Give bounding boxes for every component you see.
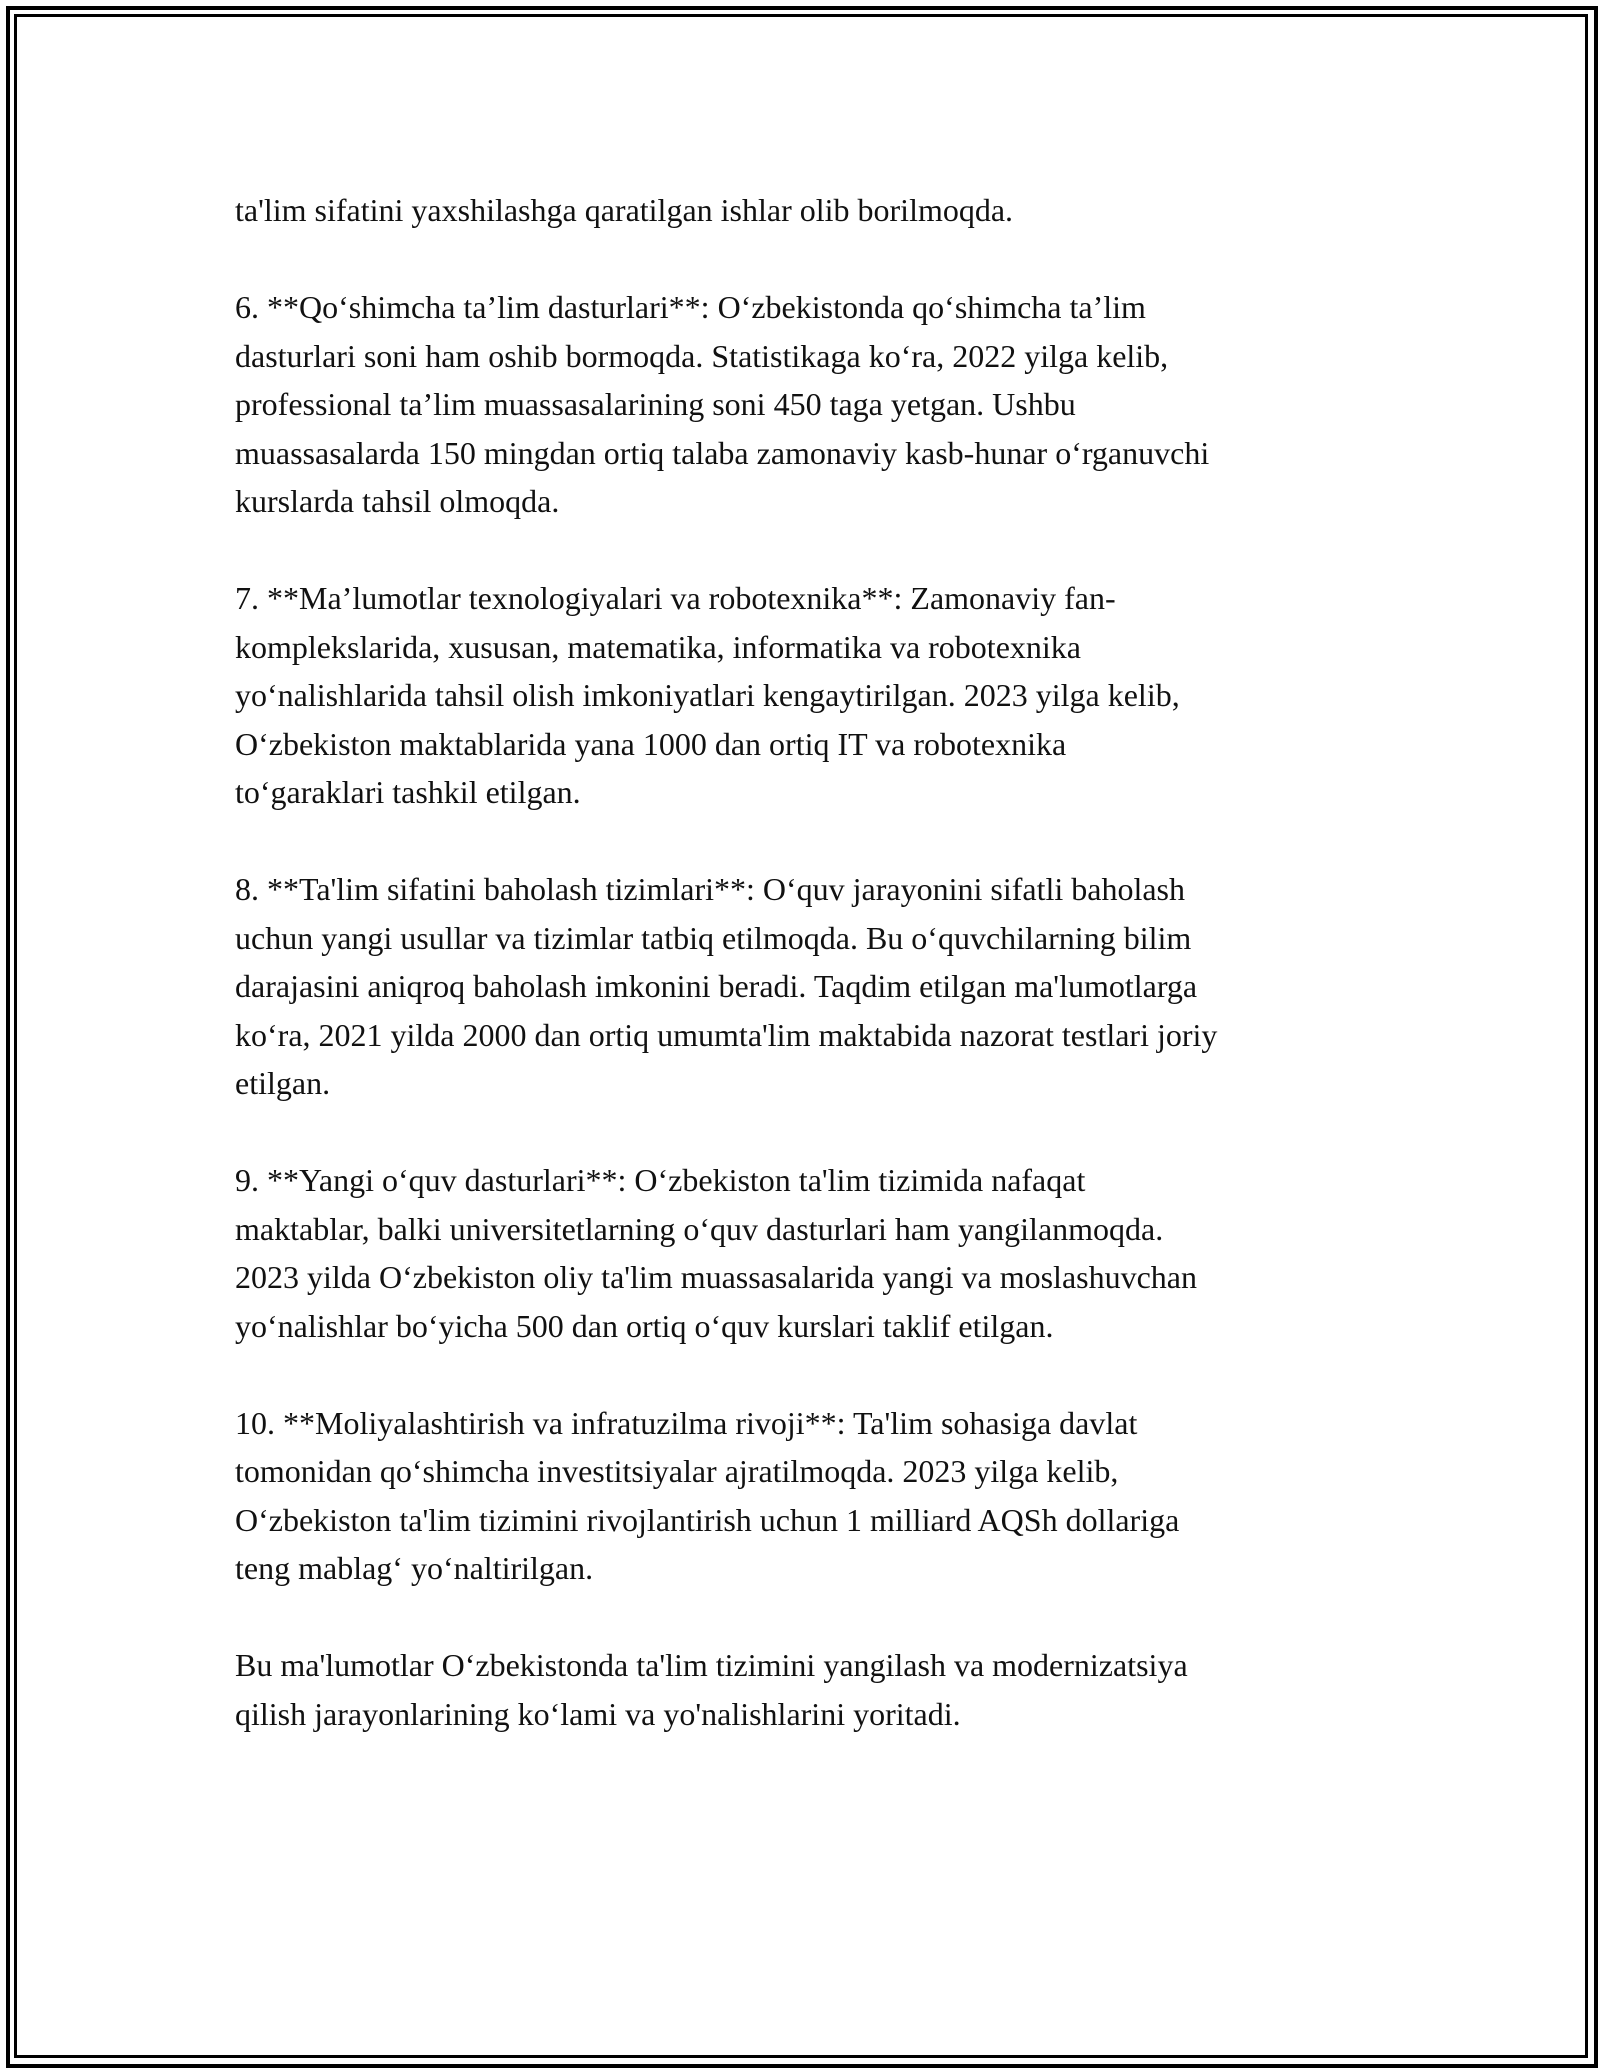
text-line: kurslarda tahsil olmoqda. [235, 483, 560, 519]
text-line: to‘garaklari tashkil etilgan. [235, 774, 581, 810]
paragraph-item-9 [235, 1156, 1375, 1350]
text-line: maktablar, balki universitetlarning o‘quv dasturlari ham yangilanmoqda. [235, 1210, 1164, 1247]
text-line: muassasalarda 150 mingdan ortiq talaba zamonaviy kasb-hunar o‘rganuvchi [235, 434, 1210, 471]
text-line: ta'lim sifatini yaxshilashga qaratilgan ishlar olib borilmoqda. [235, 192, 1014, 228]
text-line: dasturlari soni ham oshib bormoqda. Statistikaga ko‘ra, 2022 yilga kelib, [235, 337, 1169, 374]
text-line: O‘zbekiston ta'lim tizimini rivojlantirish uchun 1 milliard AQSh dollariga [235, 1501, 1180, 1538]
paragraph-item-7 [235, 574, 1375, 817]
text-line: Bu ma'lumotlar O‘zbekistonda ta'lim tizimini yangilash va modernizatsiya [235, 1647, 1188, 1683]
text-line: etilgan. [235, 1065, 331, 1101]
text-line: yo‘nalishlar bo‘yicha 500 dan ortiq o‘quv kurslari taklif etilgan. [235, 1307, 1054, 1344]
text-line: yo‘nalishlarida tahsil olish imkoniyatlari kengaytirilgan. 2023 yilga kelib, [235, 677, 1180, 713]
text-line: qilish jarayonlarining ko‘lami va yo'nalishlarini yoritadi. [235, 1695, 961, 1732]
text-line: 10. **Moliyalashtirish va infratuzilma rivoji**: Ta'lim sohasiga davlat [235, 1404, 1138, 1441]
text-line: 9. **Yangi o‘quv dasturlari**: O‘zbekiston ta'lim tizimida nafaqat [235, 1162, 1086, 1198]
text-line: O‘zbekiston maktablarida yana 1000 dan ortiq IT va robotexnika [235, 725, 1067, 762]
text-line: darajasini aniqroq baholash imkonini beradi. Taqdim etilgan ma'lumotlarga [235, 968, 1198, 1004]
paragraph-item-6 [235, 283, 1375, 526]
paragraph-item-8 [235, 865, 1375, 1108]
document-body [235, 186, 1375, 1787]
text-line: tomonidan qo‘shimcha investitsiyalar ajratilmoqda. 2023 yilga kelib, [235, 1453, 1119, 1489]
text-line: teng mablag‘ yo‘naltirilgan. [235, 1550, 594, 1586]
paragraph-conclusion [235, 1641, 1375, 1738]
text-line: 8. **Ta'lim sifatini baholash tizimlari**: O‘quv jarayonini sifatli baholash [235, 871, 1185, 907]
paragraph-intro-continuation [235, 186, 1375, 235]
text-line: 2023 yilda O‘zbekiston oliy ta'lim muassasalarida yangi va moslashuvchan [235, 1259, 1197, 1295]
text-line: uchun yangi usullar va tizimlar tatbiq etilmoqda. Bu o‘quvchilarning bilim [235, 919, 1192, 956]
text-line: 7. **Ma’lumotlar texnologiyalari va robotexnika**: Zamonaviy fan- [235, 580, 1116, 616]
paragraph-item-10 [235, 1399, 1375, 1593]
text-line: ko‘ra, 2021 yilda 2000 dan ortiq umumta'lim maktabida nazorat testlari joriy [235, 1016, 1218, 1053]
text-line: professional ta’lim muassasalarining soni 450 taga yetgan. Ushbu [235, 386, 1076, 422]
text-line: 6. **Qo‘shimcha ta’lim dasturlari**: O‘zbekistonda qo‘shimcha ta’lim [235, 289, 1146, 325]
text-line: komplekslarida, xususan, matematika, informatika va robotexnika [235, 628, 1081, 665]
